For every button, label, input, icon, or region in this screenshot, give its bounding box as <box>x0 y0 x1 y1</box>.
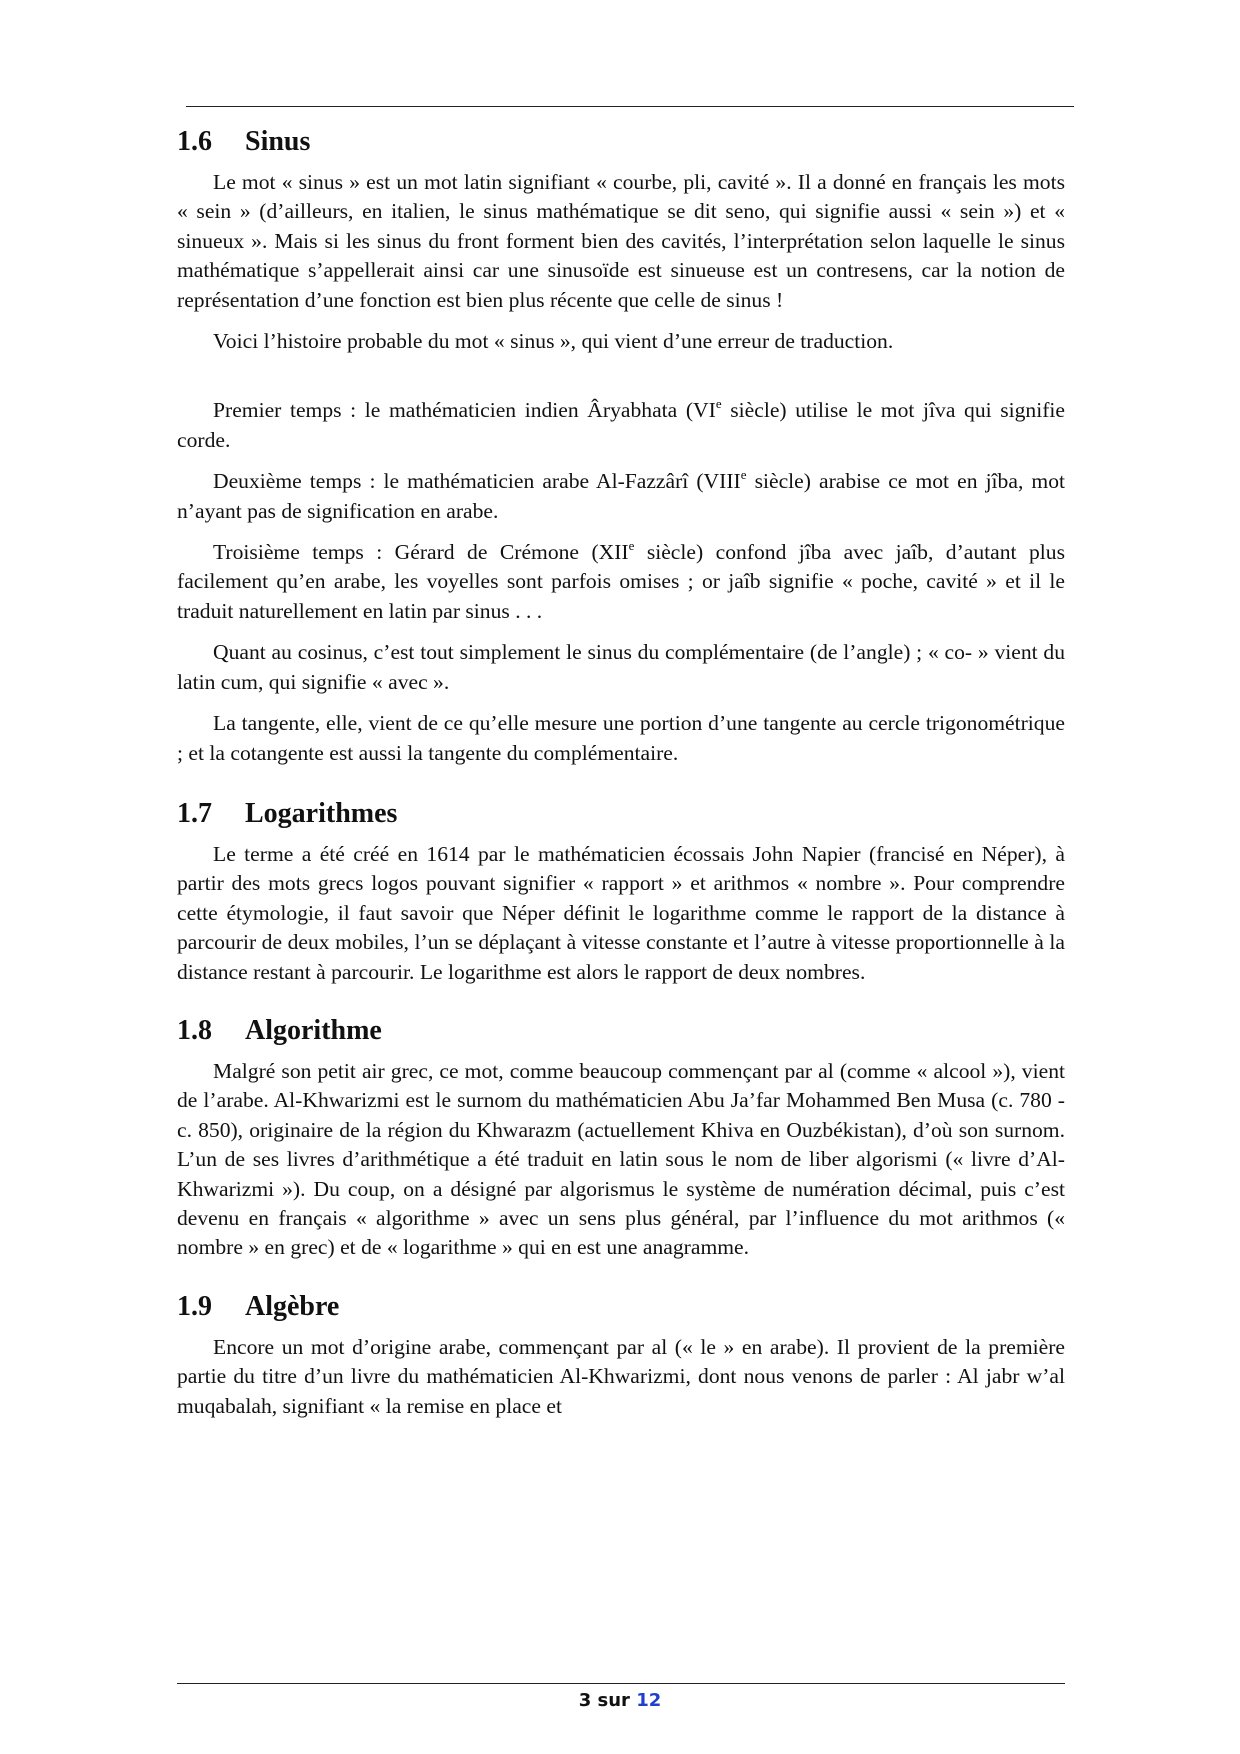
paragraph: Voici l’histoire probable du mot « sinus », qui vient d’une erreur de traduction. <box>213 329 894 354</box>
paragraph: Premier temps : le mathématicien indien Âryabhata (VIe siècle) utilise le mot jîva qui signifie corde. <box>177 396 1066 452</box>
section-logarithmes <box>177 796 1065 987</box>
section-algebre <box>177 1289 1065 1421</box>
paragraph: Encore un mot d’origine arabe, commençant par al (« le » en arabe). Il provient de la première partie du titre d’un livre du mathématicien Al-Khwarizmi, dont nous venons de parler : Al jabr w’al muqabalah, signifiant « la remise en place et <box>177 1334 1065 1418</box>
footer-rule <box>177 1683 1065 1684</box>
section-number: 1.9 <box>177 1290 212 1322</box>
paragraph: Le terme a été créé en 1614 par le mathématicien écossais John Napier (francisé en Néper), à partir des mots grecs logos pouvant signifier « rapport » et arithmos « nombre ». Pour comprendre cette étymologie, il faut savoir que Néper définit le logarithme comme le rapport de la distance à parcourir de deux mobiles, l’un se déplaçant à vitesse constante et l’autre à vitesse proportionnelle à la distance restant à parcourir. Le logarithme est alors le rapport de deux nombres. <box>177 841 1065 984</box>
section-algorithme <box>177 1013 1065 1263</box>
paragraph: Malgré son petit air grec, ce mot, comme beaucoup commençant par al (comme « alcool »), vient de l’arabe. Al-Khwarizmi est le surnom du mathématicien Abu Ja’far Mohammed Ben Musa (c. 780 - c. 850), originaire de la région du Khwarazm (actuellement Khiva en Ouzbékistan), d’où son surnom. L’un de ses livres d’arithmétique a été traduit en latin sous le nom de liber algorismi (« livre d’Al-Khwarizmi »). Du coup, on a désigné par algorismus le système de numération décimal, puis c’est devenu en français « algorithme » avec un sens plus général, par l’influence du mot arithmos (« nombre » en grec) et de « logarithme » qui en est une anagramme. <box>177 1058 1065 1260</box>
section-sinus <box>177 124 1065 768</box>
paragraph: La tangente, elle, vient de ce qu’elle mesure une portion d’une tangente au cercle trigonométrique ; et la cotangente est aussi la tangente du complémentaire. <box>177 711 1065 765</box>
section-title: Algèbre <box>245 1290 340 1322</box>
section-number: 1.7 <box>177 797 212 829</box>
page-content <box>177 124 1065 1433</box>
section-heading <box>177 1013 1065 1049</box>
section-heading <box>177 124 1065 160</box>
section-heading <box>177 1289 1065 1325</box>
page-footer <box>0 1690 1240 1711</box>
page-number: 3 <box>578 1690 592 1711</box>
section-title: Sinus <box>245 126 311 157</box>
section-title: Logarithmes <box>245 797 398 829</box>
header-rule <box>186 106 1074 107</box>
section-number: 1.8 <box>177 1014 212 1046</box>
section-number: 1.6 <box>177 126 212 157</box>
section-heading <box>177 796 1065 832</box>
paragraph: Deuxième temps : le mathématicien arabe Al-Fazzârî (VIIIe siècle) arabise ce mot en jîba, mot n’ayant pas de signification en arabe. <box>177 467 1066 523</box>
section-title: Algorithme <box>245 1014 382 1046</box>
paragraph: Troisième temps : Gérard de Crémone (XIIe siècle) confond jîba avec jaîb, d’autant plus facilement qu’en arabe, les voyelles sont parfois omises ; or jaîb signifie « poche, cavité » et il le traduit naturellement en latin par sinus . . . <box>177 537 1065 623</box>
paragraph: Le mot « sinus » est un mot latin signifiant « courbe, pli, cavité ». Il a donné en français les mots « sein » (d’ailleurs, en italien, le sinus mathématique se dit seno, qui signifie aussi « sein ») et « sinueux ». Mais si les sinus du front forment bien des cavités, l’interprétation selon laquelle le sinus mathématique s’appellerait ainsi car une sinusoïde est sinueuse est un contresens, car la notion de représentation d’une fonction est bien plus récente que celle de sinus ! <box>177 170 1065 312</box>
page-total: 12 <box>636 1690 662 1711</box>
page-separator: sur <box>597 1690 630 1711</box>
paragraph: Quant au cosinus, c’est tout simplement le sinus du complémentaire (de l’angle) ; « co- » vient du latin cum, qui signifie « avec ». <box>177 640 1065 694</box>
